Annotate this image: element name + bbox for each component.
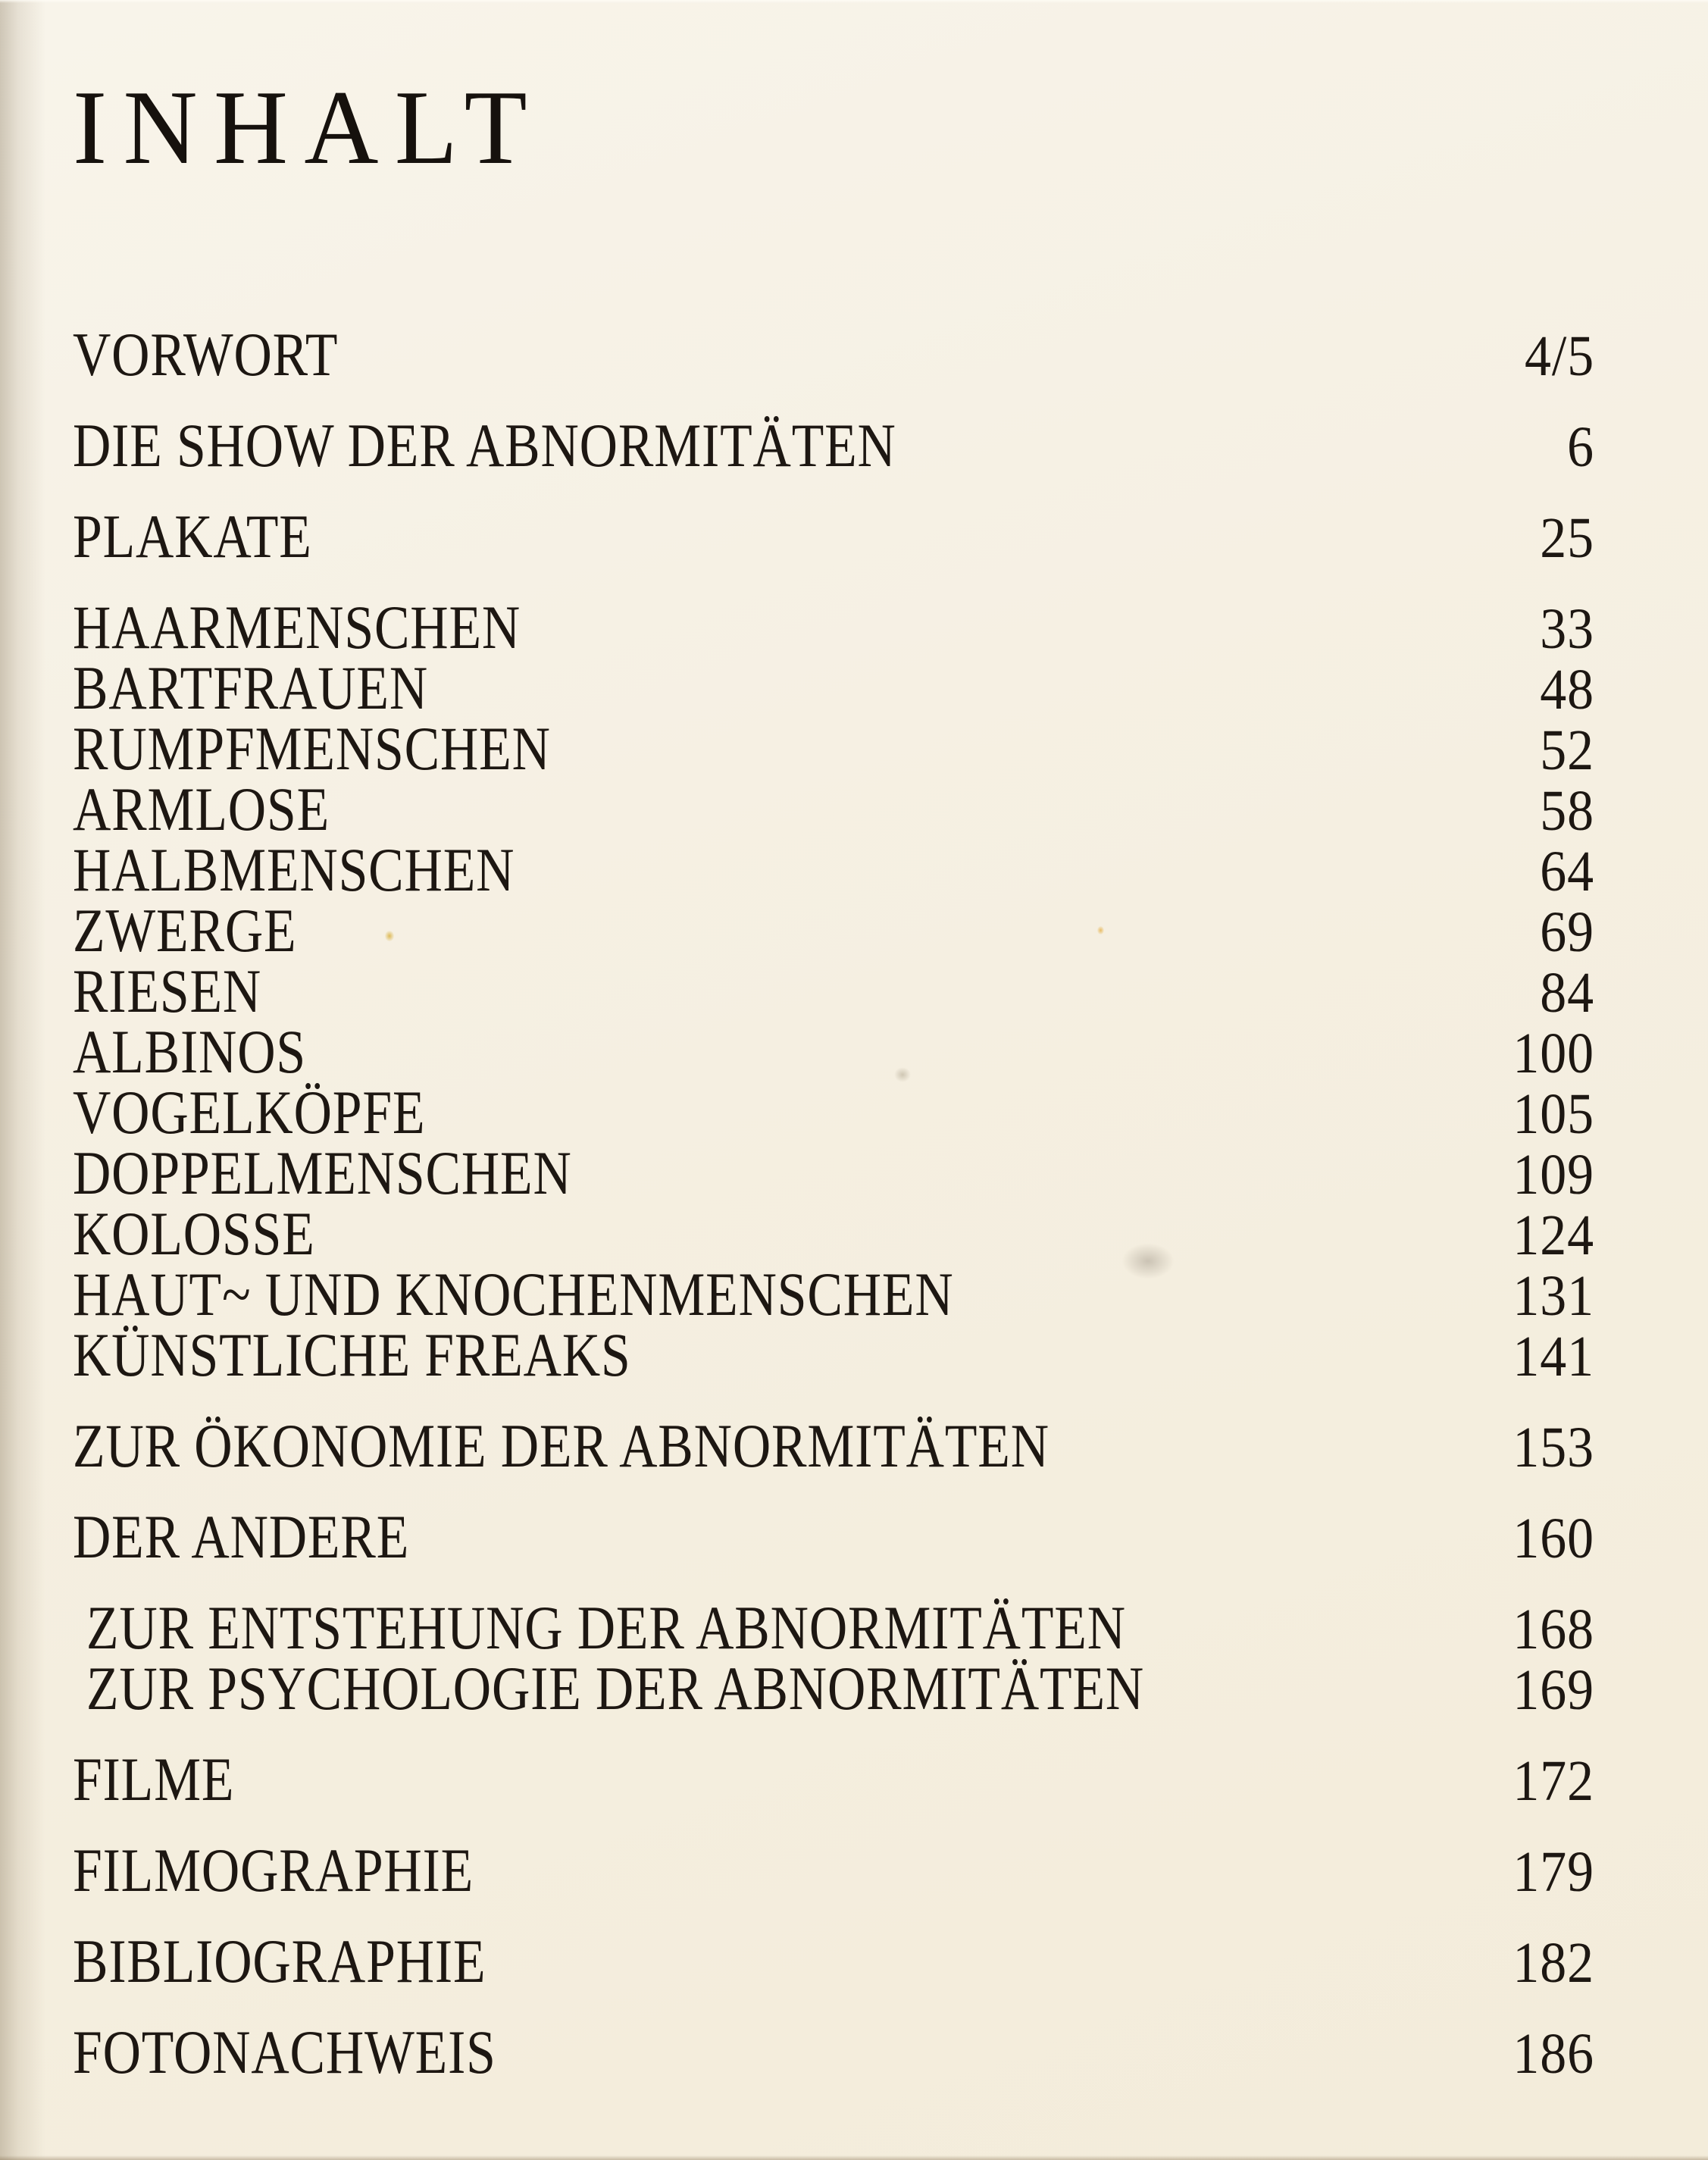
toc-entry xyxy=(73,1745,1594,1814)
toc-entry-label: HAUT~ UND KNOCHENMENSCHEN xyxy=(73,1260,954,1329)
toc-entry xyxy=(73,320,1594,389)
page-top-edge-highlight xyxy=(0,0,1708,3)
toc-entry-page-number: 168 xyxy=(1512,1598,1594,1661)
toc-entry xyxy=(73,1078,1594,1147)
toc-entry-page-number: 6 xyxy=(1567,415,1594,479)
toc-group xyxy=(73,320,1594,389)
toc-group xyxy=(73,1927,1594,1996)
toc-entry-page-number: 182 xyxy=(1512,1931,1594,1995)
toc-entry xyxy=(73,1502,1594,1571)
toc-entry xyxy=(73,1260,1594,1329)
toc-entry-label: ZWERGE xyxy=(73,896,297,965)
toc-entry xyxy=(73,1138,1594,1207)
toc-entry xyxy=(73,956,1594,1025)
page-left-edge-shadow xyxy=(0,0,45,2160)
toc-group xyxy=(73,1745,1594,1814)
toc-entry xyxy=(73,1927,1594,1996)
toc-entry-label: PLAKATE xyxy=(73,502,312,571)
toc-entry xyxy=(73,775,1594,844)
toc-entry-page-number: 179 xyxy=(1512,1840,1594,1904)
toc-entry-page-number: 109 xyxy=(1512,1143,1594,1207)
toc-entry-label: FILME xyxy=(73,1745,235,1814)
toc-group xyxy=(73,1502,1594,1571)
toc-entry-page-number: 64 xyxy=(1540,840,1594,903)
toc-entry xyxy=(73,896,1594,965)
table-of-contents xyxy=(73,69,1594,2086)
toc-entry-page-number: 100 xyxy=(1512,1022,1594,1085)
toc-entry-label: DIE SHOW DER ABNORMITÄTEN xyxy=(73,411,896,480)
toc-entry-label: ALBINOS xyxy=(73,1017,307,1086)
toc-entry xyxy=(73,714,1594,783)
toc-entry-label: HAARMENSCHEN xyxy=(73,593,521,662)
toc-group xyxy=(73,593,1594,1389)
toc-entry-page-number: 25 xyxy=(1540,506,1594,570)
toc-entry-page-number: 153 xyxy=(1512,1416,1594,1479)
toc-group xyxy=(73,1411,1594,1480)
toc-entry xyxy=(73,593,1594,662)
toc-group xyxy=(73,1593,1594,1723)
toc-group xyxy=(73,1836,1594,1905)
toc-entry-label: BIBLIOGRAPHIE xyxy=(73,1927,486,1996)
toc-entry xyxy=(73,2018,1594,2086)
toc-entry-page-number: 141 xyxy=(1512,1325,1594,1388)
toc-entry-label: FILMOGRAPHIE xyxy=(73,1836,474,1905)
toc-entry-page-number: 105 xyxy=(1512,1082,1594,1146)
page-bottom-edge-shadow xyxy=(0,2155,1708,2160)
toc-entry-page-number: 124 xyxy=(1512,1204,1594,1267)
toc-entry-label: ZUR ÖKONOMIE DER ABNORMITÄTEN xyxy=(73,1411,1050,1480)
toc-entry-page-number: 186 xyxy=(1512,2022,1594,2086)
toc-entry-page-number: 33 xyxy=(1540,597,1594,661)
toc-entry-page-number: 84 xyxy=(1540,961,1594,1025)
toc-entry-page-number: 58 xyxy=(1540,779,1594,843)
toc-entry-label: ARMLOSE xyxy=(73,775,330,844)
toc-entry xyxy=(73,1836,1594,1905)
toc-entry xyxy=(86,1654,1594,1723)
toc-entry-label: ZUR PSYCHOLOGIE DER ABNORMITÄTEN xyxy=(86,1654,1145,1723)
toc-entry xyxy=(73,653,1594,722)
toc-entry xyxy=(73,502,1594,571)
toc-entry xyxy=(73,1199,1594,1268)
toc-entry-label: VORWORT xyxy=(73,320,339,389)
toc-entry xyxy=(73,411,1594,480)
toc-entry-label: HALBMENSCHEN xyxy=(73,835,515,904)
toc-entry-label: RIESEN xyxy=(73,956,262,1025)
toc-entry-label: KÜNSTLICHE FREAKS xyxy=(73,1320,631,1389)
toc-entry-page-number: 4/5 xyxy=(1524,324,1594,388)
toc-entry-label: BARTFRAUEN xyxy=(73,653,429,722)
toc-entry-label: ZUR ENTSTEHUNG DER ABNORMITÄTEN xyxy=(86,1593,1126,1662)
toc-entry-page-number: 69 xyxy=(1540,900,1594,964)
toc-entry-label: DER ANDERE xyxy=(73,1502,410,1571)
toc-group xyxy=(73,411,1594,480)
toc-entry-page-number: 172 xyxy=(1512,1749,1594,1813)
toc-entry-page-number: 52 xyxy=(1540,718,1594,782)
toc-entry xyxy=(73,1017,1594,1086)
toc-entry-page-number: 169 xyxy=(1512,1658,1594,1722)
toc-entry-page-number: 131 xyxy=(1512,1264,1594,1328)
toc-group xyxy=(73,502,1594,571)
toc-entry-page-number: 48 xyxy=(1540,658,1594,722)
toc-entry xyxy=(73,1320,1594,1389)
toc-entry-label: DOPPELMENSCHEN xyxy=(73,1138,572,1207)
toc-entry-page-number: 160 xyxy=(1512,1507,1594,1570)
toc-entry xyxy=(73,1411,1594,1480)
toc-group xyxy=(73,2018,1594,2086)
toc-list xyxy=(73,320,1594,2086)
toc-entry-label: VOGELKÖPFE xyxy=(73,1078,426,1147)
toc-entry-label: FOTONACHWEIS xyxy=(73,2018,496,2086)
toc-entry xyxy=(73,835,1594,904)
toc-entry xyxy=(86,1593,1594,1662)
toc-entry-label: KOLOSSE xyxy=(73,1199,315,1268)
toc-entry-label: RUMPFMENSCHEN xyxy=(73,714,551,783)
page-title: INHALT xyxy=(73,69,543,186)
